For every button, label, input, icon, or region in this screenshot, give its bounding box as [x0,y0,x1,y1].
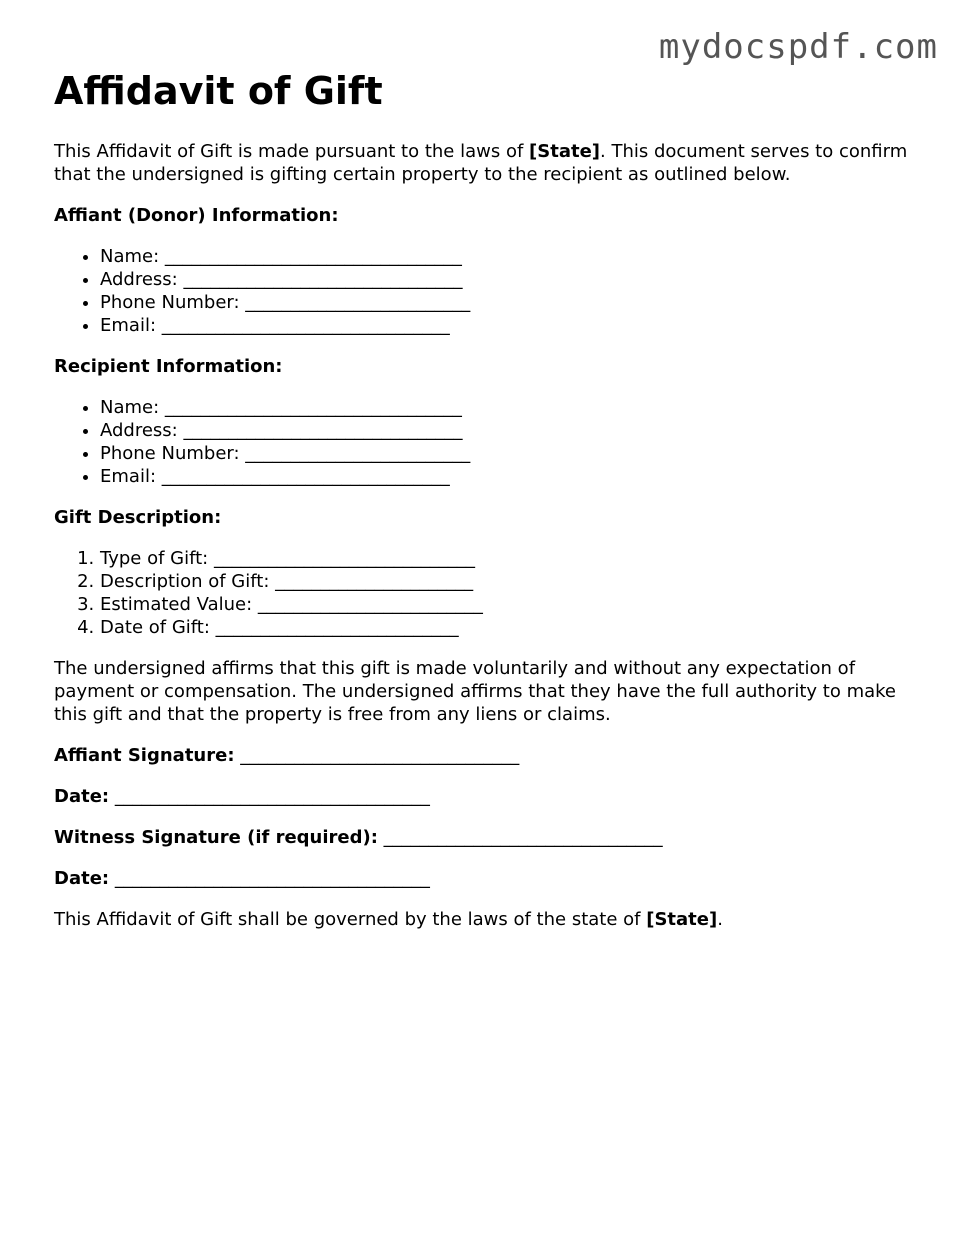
gift-description-list [54,547,934,639]
affiant-date-blank: ___________________________________ [109,786,430,807]
closing-paragraph [54,908,934,931]
document-page [54,68,934,949]
intro-text-after: . This document serves to confirm that the undersigned is gifting certain property to the recipient as outlined below. [54,141,908,185]
gift-type-field: 1. Type of Gift: _____________________________ [100,547,934,570]
closing-text-before: This Affidavit of Gift shall be governed by the laws of the state of [54,909,647,930]
affiant-date-label: Date: [54,786,110,807]
affiant-email-field: • Email: ________________________________ [100,314,934,337]
witness-signature-label: Witness Signature (if required): [54,827,378,848]
affiant-date-line [54,785,934,808]
witness-signature-blank: _______________________________ [377,827,663,848]
witness-signature-line [54,826,934,849]
recipient-info-list [54,396,934,488]
intro-state-placeholder: [State] [529,141,601,162]
affiant-signature-label: Affiant Signature: [54,745,235,766]
witness-date-label: Date: [54,868,110,889]
affiant-phone-field: • Phone Number: _________________________ [100,291,934,314]
witness-date-blank: ___________________________________ [109,868,430,889]
gift-date-field: 4. Date of Gift: ___________________________ [100,616,934,639]
closing-text-after: . [717,909,723,930]
recipient-heading: Recipient Information: [54,356,283,377]
affiant-name-field: • Name: _________________________________ [100,245,934,268]
intro-paragraph [54,140,934,186]
affiant-heading: Affiant (Donor) Information: [54,205,339,226]
closing-state-placeholder: [State] [646,909,718,930]
watermark: mydocspdf.com [658,27,938,67]
affiant-signature-line [54,744,934,767]
gift-heading: Gift Description: [54,507,222,528]
recipient-address-field: • Address: _______________________________ [100,419,934,442]
affiant-signature-blank: _______________________________ [234,745,520,766]
affirmation-paragraph: The undersigned affirms that this gift is made voluntarily and without any expectation of payment or compensation. The undersigned affirms that they have the full authority to make this gift and that the property is free from any liens or claims. [54,658,896,725]
recipient-email-field: • Email: ________________________________ [100,465,934,488]
witness-date-line [54,867,934,890]
page-title: Affidavit of Gift [54,69,383,113]
intro-text-before: This Affidavit of Gift is made pursuant to the laws of [54,141,530,162]
affiant-info-list [54,245,934,337]
affiant-address-field: • Address: _______________________________ [100,268,934,291]
recipient-name-field: • Name: _________________________________ [100,396,934,419]
gift-value-field: 3. Estimated Value: _________________________ [100,593,934,616]
gift-description-field: 2. Description of Gift: ______________________ [100,570,934,593]
recipient-phone-field: • Phone Number: _________________________ [100,442,934,465]
